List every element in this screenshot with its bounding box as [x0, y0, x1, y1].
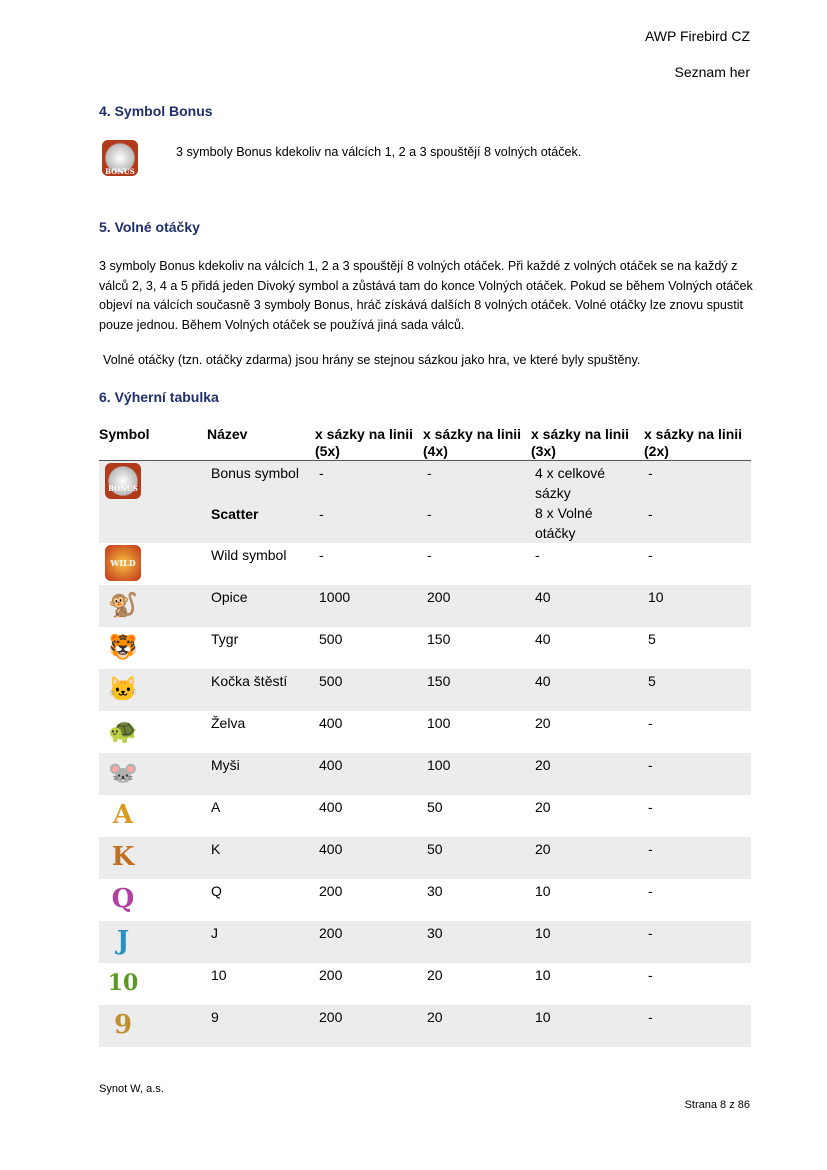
doc-subtitle: Seznam her [674, 64, 750, 80]
name-cell: A [211, 799, 221, 815]
value-cell: 150 [423, 669, 531, 711]
value-cell: - [648, 967, 653, 983]
value-cell: 40 [531, 669, 644, 711]
value-cell: 50 [427, 799, 443, 815]
table-row [99, 543, 751, 585]
table-row [99, 795, 751, 837]
name-cell: J [207, 921, 315, 963]
value-cell: 10 [531, 1005, 644, 1047]
value-cell: 40 [535, 631, 551, 647]
symbol-icon: A [112, 800, 134, 830]
value-cell: 200 [315, 921, 423, 963]
table-row [99, 1005, 751, 1047]
value-cell: 20 [427, 967, 443, 983]
value-cell: 20 [535, 799, 551, 815]
table-row [99, 879, 751, 921]
value-cell: 200 [423, 585, 531, 627]
col-name: Název [207, 426, 315, 461]
value-cell: - [648, 465, 653, 481]
value-cell: 5 [644, 669, 751, 711]
table-row [99, 669, 751, 711]
value-cell: - [644, 753, 751, 795]
symbol-icon: 🐯 [108, 632, 138, 661]
value-cell: - [648, 799, 653, 815]
value-cell: 10 [531, 921, 644, 963]
footer-page-number: Strana 8 z 86 [684, 1099, 750, 1111]
value-cell: 100 [427, 715, 451, 731]
table-row-bonus [99, 461, 751, 544]
value-cell: 20 [531, 837, 644, 879]
symbol-icon: 9 [113, 1010, 133, 1040]
name-cell: 9 [207, 1005, 315, 1047]
symbol-icon: Q [111, 884, 135, 914]
value-cell: 20 [535, 715, 551, 731]
value-cell: 4 x celkové sázky [535, 465, 606, 501]
value-cell: - [644, 1005, 751, 1047]
value-cell: 10 [644, 585, 751, 627]
value-cell: - [427, 547, 432, 563]
value-cell: 500 [319, 631, 343, 647]
table-row [99, 585, 751, 627]
value-cell: 400 [319, 715, 343, 731]
symbol-icon: WILD [105, 545, 141, 581]
name-cell: Myši [207, 753, 315, 795]
name-cell: Kočka štěstí [207, 669, 315, 711]
value-cell: 400 [319, 799, 343, 815]
col-4x: x sázky na linii (4x) [423, 426, 531, 461]
symbol-icon: 🐱 [108, 674, 138, 703]
section-4-title: 4. Symbol Bonus [99, 103, 213, 119]
section-5-title: 5. Volné otáčky [99, 219, 200, 235]
name-cell: Scatter [211, 506, 259, 522]
name-cell: K [207, 837, 315, 879]
col-5x: x sázky na linii (5x) [315, 426, 423, 461]
value-cell: - [319, 547, 324, 563]
value-cell: 200 [319, 883, 343, 899]
table-row [99, 753, 751, 795]
name-cell: Tygr [211, 631, 239, 647]
value-cell: 40 [531, 585, 644, 627]
value-cell: 8 x Volné otáčky [535, 505, 593, 541]
value-cell: - [319, 506, 324, 522]
value-cell: 100 [423, 753, 531, 795]
value-cell: 30 [427, 883, 443, 899]
symbol-icon: J [116, 926, 130, 956]
value-cell: 200 [319, 967, 343, 983]
table-row [99, 627, 751, 669]
value-cell: 20 [423, 1005, 531, 1047]
paytable [99, 426, 751, 1047]
value-cell: 400 [315, 837, 423, 879]
name-cell: Wild symbol [211, 547, 287, 563]
symbol-icon: 🐭 [108, 758, 138, 787]
section-4-text: 3 symboly Bonus kdekoliv na válcích 1, 2 a 3 spouštějí 8 volných otáček. [176, 145, 582, 159]
value-cell: - [648, 883, 653, 899]
value-cell: - [648, 715, 653, 731]
section-6-title: 6. Výherní tabulka [99, 389, 219, 405]
bonus-symbol-icon: BONUS [105, 463, 141, 499]
name-cell: 10 [211, 967, 227, 983]
name-cell: Bonus symbol [211, 465, 299, 481]
value-cell: 150 [427, 631, 451, 647]
bonus-symbol-icon: BONUS [102, 140, 138, 176]
footer-company: Synot W, a.s. [99, 1083, 164, 1095]
value-cell: - [535, 547, 540, 563]
value-cell: 20 [531, 753, 644, 795]
table-row [99, 711, 751, 753]
value-cell: 1000 [315, 585, 423, 627]
col-3x: x sázky na linii (3x) [531, 426, 644, 461]
value-cell: 5 [648, 631, 656, 647]
value-cell: - [644, 837, 751, 879]
table-row [99, 837, 751, 879]
value-cell: 50 [423, 837, 531, 879]
value-cell: 500 [315, 669, 423, 711]
doc-title: AWP Firebird CZ [644, 28, 750, 44]
symbol-icon: 🐒 [108, 590, 138, 619]
name-cell: Q [211, 883, 222, 899]
value-cell: - [319, 465, 324, 481]
section-5-paragraph: 3 symboly Bonus kdekoliv na válcích 1, 2 a 3 spouštějí 8 volných otáček. Při každé z volných otáček se na každý z válců 2, 3, 4 a 5 přidá jeden Divoký symbol a zůstává tam do konce Volných otáček. Pokud se během Volných otáček objeví na válcích současně 3 symboly Bonus, hráč získává dalších 8 volných otáček. Volné otáčky lze znovu spustit pouze jednou. Během Volných otáček se používá jiná sada válců. [99, 259, 753, 332]
value-cell: 10 [535, 883, 551, 899]
name-cell: Opice [207, 585, 315, 627]
table-row [99, 963, 751, 1005]
symbol-icon: 10 [107, 970, 139, 996]
value-cell: - [648, 547, 653, 563]
value-cell: 200 [315, 1005, 423, 1047]
section-5-note: Volné otáčky (tzn. otáčky zdarma) jsou hrány se stejnou sázkou jako hra, ve které byly spuštěny. [103, 353, 641, 367]
value-cell: - [427, 465, 432, 481]
col-symbol: Symbol [99, 426, 207, 461]
symbol-icon: K [111, 842, 135, 872]
value-cell: 400 [315, 753, 423, 795]
value-cell: - [644, 921, 751, 963]
name-cell: Želva [211, 715, 246, 731]
table-row [99, 921, 751, 963]
value-cell: 10 [535, 967, 551, 983]
value-cell: 30 [423, 921, 531, 963]
value-cell: - [648, 506, 653, 522]
col-2x: x sázky na linii (2x) [644, 426, 751, 461]
value-cell: - [427, 506, 432, 522]
symbol-icon: 🐢 [108, 716, 138, 745]
